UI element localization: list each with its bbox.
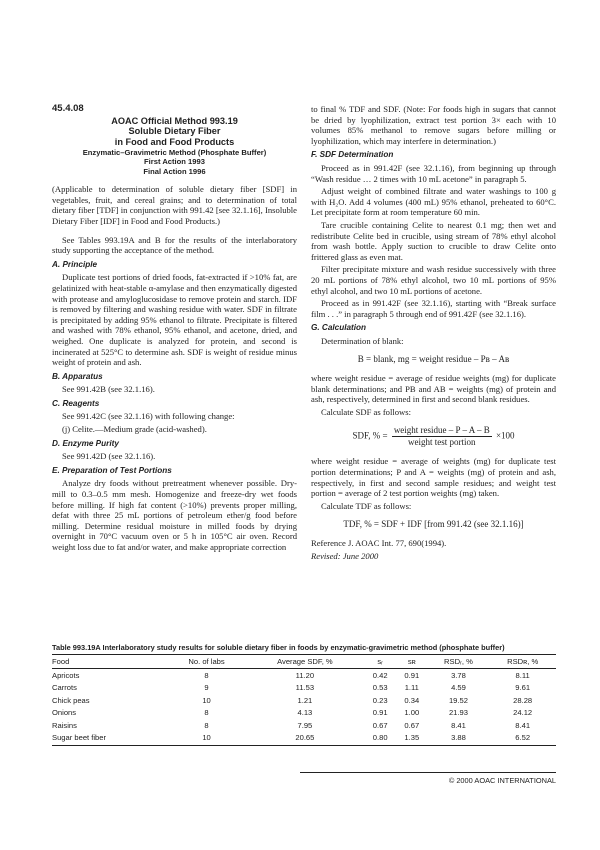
cell: 20.65 [245, 732, 364, 745]
table-row [52, 732, 556, 745]
cell: 0.42 [372, 670, 388, 680]
sdf-paragraph-5: Proceed as in 991.42F (see 32.1.16), starting with “Break surface film . . .” in paragraph 5 through end of 991.42F (see 32.1.16). [311, 298, 556, 319]
table-title: Table 993.19A Interlaboratory study results for soluble dietary fiber in foods by enzymatic-gravimetric method (phosphate buffer) [52, 643, 556, 655]
col-food: Food [52, 655, 168, 669]
first-action: First Action 1993 [144, 157, 205, 167]
revised-date: Revised: June 2000 [311, 550, 379, 561]
cell: Raisins [52, 720, 77, 730]
cell: 8 [204, 670, 209, 680]
method-title-line3: in Food and Food Products [114, 137, 235, 148]
table-row [52, 719, 556, 732]
heading-preparation: E. Preparation of Test Portions [52, 465, 172, 475]
col-sR: sʀ [396, 655, 428, 669]
blank-where: where weight residue = average of residue weights (mg) for duplicate blank determinations; and PB and AB = weights (mg) of protein and ash, respectively, determined in first and second blank residues. [311, 373, 556, 405]
sdf-multiplier: ×100 [495, 431, 515, 441]
enzyme-purity-text: See 991.42D (see 32.1.16). [62, 451, 156, 462]
table-row [52, 707, 556, 720]
table-row [52, 682, 556, 695]
cell: 4.13 [297, 708, 313, 718]
cell: 1.21 [297, 695, 313, 705]
heading-reagents: C. Reagents [52, 398, 100, 408]
cell: 11.20 [295, 670, 315, 680]
table-header-row [52, 655, 556, 669]
cell: 4.59 [451, 683, 466, 693]
col-rsdR: RSDʀ, % [489, 655, 556, 669]
sdf-numerator: weight residue – P – A – B [393, 425, 490, 436]
left-column [52, 104, 297, 555]
principle-text: Duplicate test portions of dried foods, fat-extracted if >10% fat, are gelatinized with heat-stable α-amylase and then enzymatically digested with protease and amyloglucosidase to remove protein and starch. IDF is removed by filtering and washing residue with water. SDF in filtrate is precipitated by adding 95% ethanol to filtrate. Precipitate is filtered and washed with 78% ethanol, 95% ethanol, and acetone, dried, and weighed. One duplicate is analyzed for protein, and second is incinerated at 525°C to determine ash. SDF is weight of residue minus weight of protein and ash. [52, 272, 297, 368]
cell: 8.41 [451, 720, 466, 730]
sdf-paragraph-3: Tare crucible containing Celite to nearest 0.1 mg; then wet and redistribute Celite bed in crucible, using stream of 78% ethyl alcohol from wash bottle. Apply suction to crucible to draw Celite onto frittered glass as even mat. [311, 219, 556, 262]
heading-calculation: G. Calculation [311, 323, 367, 333]
cell: Sugar beet fiber [52, 732, 168, 745]
intro-paragraph: (Applicable to determination of soluble dietary fiber [SDF] in vegetables, fruit, and cereal grains; and to determination of total dietary fiber [TDF] in conjunction with 991.42 [see 32.1.16], Insoluble Dietary Fiber [IDF] in Food and Food Products.) [52, 184, 297, 226]
cell: 10 [168, 732, 246, 745]
cell: 0.34 [404, 695, 420, 705]
method-title: AOAC Official Method 993.19 [111, 115, 238, 126]
preparation-text: Analyze dry foods without pretreatment whenever possible. Dry-mill to 0.3–0.5 mm mesh. Homogenize and freeze-dry wet foods before milling. If high fat content (>10%) prevents proper milling, defat with three 25 mL portions of petroleum ether/g food before milling. Determine residual moisture in milled foods by drying overnight in 70°C vacuum oven or 5 h in 105°C air oven. Record weight loss due to fat and/or water, and make appropriate correction [52, 478, 297, 553]
cell: 21.93 [448, 708, 468, 718]
results-table [52, 655, 556, 746]
calc-sdf-label: Calculate SDF as follows: [321, 406, 411, 417]
col-rsdr: RSDᵣ, % [428, 655, 490, 669]
cell: Carrots [52, 683, 77, 693]
continued-text: to final % TDF and SDF. (Note: For foods high in sugars that cannot be dried by lyophilization, extract test portion 3× each with 10 volumes 85% methanol to remove sugars before milling or lyophilization, which may interfere in determination.) [311, 104, 556, 146]
heading-apparatus: B. Apparatus [52, 371, 103, 381]
copyright-footer: © 2000 AOAC INTERNATIONAL [300, 772, 556, 785]
sdf-equation [311, 425, 556, 448]
cell: 9.61 [515, 683, 531, 693]
section-number: 45.4.08 [52, 103, 84, 114]
sdf-paragraph-1: Proceed as in 991.42F (see 32.1.16), from beginning up through “Wash residue … 2 times with 10 mL acetone” in paragraph 5. [311, 162, 556, 184]
cell: 24.12 [513, 708, 533, 718]
reagents-item: (j) Celite.—Medium grade (acid-washed). [62, 424, 207, 435]
cell: 19.52 [448, 695, 468, 705]
cell: Apricots [52, 670, 80, 680]
cell: 0.23 [372, 695, 388, 705]
cell: 0.67 [372, 720, 388, 730]
blank-equation: B = blank, mg = weight residue – Pʙ – Aʙ [357, 354, 510, 365]
cell: 6.52 [489, 732, 556, 745]
col-labs: No. of labs [168, 655, 246, 669]
cell: 9 [204, 683, 209, 693]
apparatus-text: See 991.42B (see 32.1.16). [62, 384, 155, 395]
cell: 1.00 [404, 708, 420, 718]
sdf-where: where weight residue = average of weights (mg) for duplicate test portion determinations; P and A = weights (mg) of protein and ash, respectively, in first and second sample residues; and weight test portion = average of 2 test portion weights (mg) taken. [311, 456, 556, 499]
table-row [52, 669, 556, 682]
method-subtitle: Enzymatic–Gravimetric Method (Phosphate Buffer) [82, 147, 267, 157]
reference: Reference J. AOAC Int. 77, 690(1994). [311, 538, 447, 548]
see-tables-paragraph: See Tables 993.19A and B for the results of the interlaboratory study supporting the acceptance of the method. [52, 234, 297, 256]
sdf-fraction [392, 425, 492, 448]
cell: 1.11 [404, 683, 419, 693]
blank-intro: Determination of blank: [321, 335, 404, 346]
cell: 8.11 [515, 670, 530, 680]
cell: 0.80 [364, 732, 396, 745]
cell: 28.28 [513, 695, 533, 705]
right-column [311, 104, 556, 563]
sdf-denominator: weight test portion [408, 437, 476, 448]
sdf-paragraph-2: Adjust weight of combined filtrate and water washings to 100 g with H₂O. Add 4 volumes (400 mL) 95% ethanol, preheated to 60°C. Let precipitate form at room temperature 60 min. [311, 186, 556, 218]
heading-sdf-determination: F. SDF Determination [311, 150, 394, 160]
cell: 3.78 [451, 670, 466, 680]
calc-tdf-label: Calculate TDF as follows: [321, 500, 412, 511]
table-row [52, 694, 556, 707]
final-action: Final Action 1996 [143, 166, 206, 176]
cell: 10 [202, 695, 211, 705]
cell: 0.67 [404, 720, 420, 730]
cell: Onions [52, 708, 77, 718]
tdf-equation: TDF, % = SDF + IDF [from 991.42 (see 32.1.16)] [343, 519, 524, 530]
method-title-line2: Soluble Dietary Fiber [128, 126, 221, 137]
cell: 11.53 [295, 683, 315, 693]
col-sr: sᵣ [364, 655, 396, 669]
heading-enzyme-purity: D. Enzyme Purity [52, 438, 119, 448]
cell: 0.53 [372, 683, 388, 693]
cell: 8 [204, 708, 209, 718]
cell: 7.95 [297, 720, 313, 730]
reagents-text: See 991.42C (see 32.1.16) with following change: [62, 411, 235, 422]
sdf-equation-lhs: SDF, % = [352, 431, 388, 441]
col-avg-sdf: Average SDF, % [245, 655, 364, 669]
sdf-paragraph-4: Filter precipitate mixture and wash residue successively with three 20 mL portions of 78% ethyl alcohol, two 10 mL portions of 95% ethyl alcohol, and two 10 mL portions of acetone. [311, 264, 556, 296]
cell: 8 [204, 720, 209, 730]
heading-principle: A. Principle [52, 259, 98, 269]
results-table-block [52, 643, 556, 746]
cell: 3.88 [428, 732, 490, 745]
cell: Chick peas [52, 695, 90, 705]
cell: 0.91 [404, 670, 420, 680]
cell: 0.91 [372, 708, 388, 718]
cell: 8.41 [515, 720, 531, 730]
cell: 1.35 [396, 732, 428, 745]
